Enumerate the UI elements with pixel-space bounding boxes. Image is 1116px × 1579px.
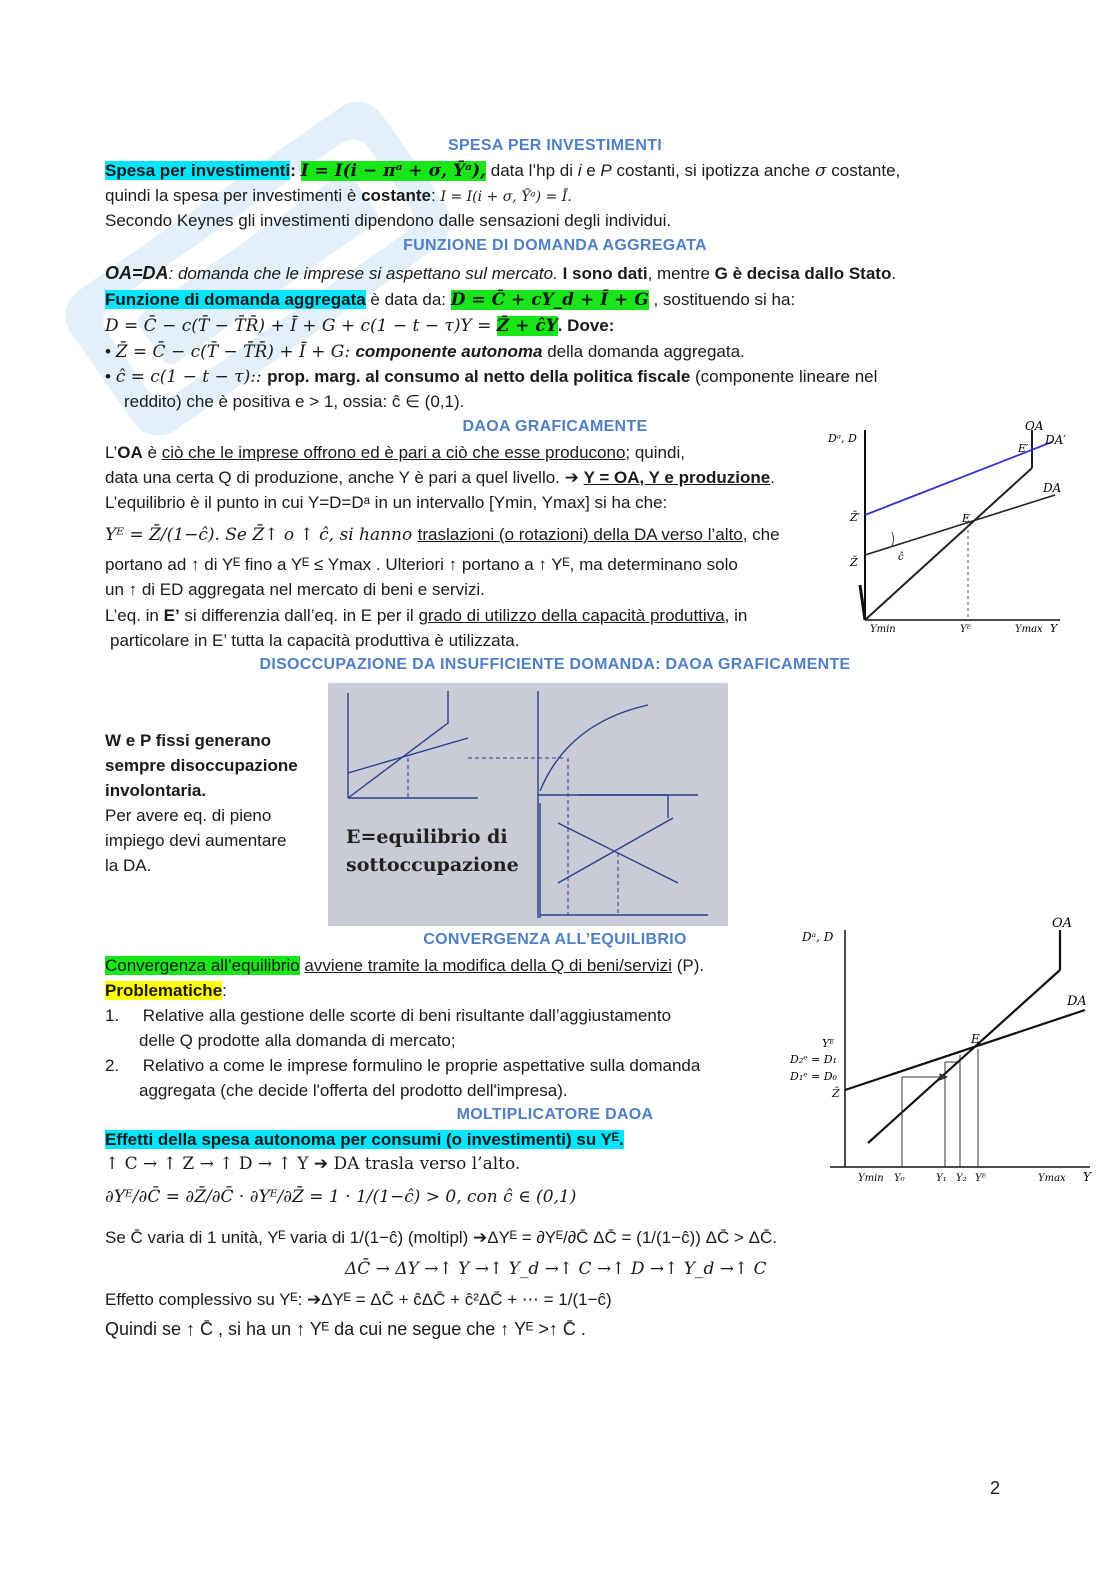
y-axis-label: Y (1083, 1170, 1091, 1184)
convergenza-item-1-cont: delle Q prodotte alla domanda di mercato; (139, 1031, 456, 1050)
moltiplicatore-line-7: Quindi se ↑ C̄ , si ha un ↑ Yᴱ da cui ne segue che ↑ Yᴱ >↑ C̄ . (105, 1319, 586, 1339)
ye2-label: Yᴱ (975, 1173, 987, 1184)
line (558, 818, 673, 883)
grafico-line-6: un ↑ di ED aggregata nel mercato di beni e servizi. (105, 580, 485, 599)
da-prime-label: DA′ (1045, 433, 1067, 447)
text: della domanda aggregata. (542, 342, 745, 361)
polyline (348, 691, 448, 798)
convergenza-line-2 (105, 978, 227, 1003)
moltiplicatore-line-4: Se C̄ varia di 1 unità, Yᴱ varia di 1/(1−ĉ) (moltipl) ➔ΔYᴱ = ∂Yᴱ/∂C̄ ΔC̄ = (1/(1−ĉ)) ΔC̄ > ΔC̄. (105, 1228, 777, 1247)
text: quindi la spesa per investimenti è (105, 186, 362, 205)
text-underline: ciò che le imprese offrono ed è pari a ciò che esse producono (161, 443, 626, 462)
text: costanti, si ipotizza anche (611, 161, 815, 180)
text: è (142, 443, 162, 462)
oa-label: OA (1052, 916, 1073, 931)
photo-caption-1: E=equilibrio di (346, 826, 508, 848)
moltiplicatore-label: Effetti della spesa autonoma per consumi (o investimenti) su Yᴱ. (105, 1130, 624, 1149)
text: data una certa Q di produzione, anche Y è pari a quel livello. ➔ (105, 468, 584, 487)
da-line (845, 1010, 1085, 1090)
text: , che (742, 525, 780, 544)
ymin-label: Ymin (858, 1173, 884, 1184)
y0-label: Y₀ (894, 1173, 905, 1184)
grafico-line-3: L’equilibrio è il punto in cui Y=D=Dᵃ in un intervallo [Ymin, Ymax] si ha che: (105, 493, 668, 512)
domanda-label: Funzione di domanda aggregata (105, 290, 366, 309)
domanda-line-3 (105, 313, 614, 339)
oa-line (865, 468, 1032, 620)
investimenti-formula: I = I(i − πᵃ + σ, Ȳᵃ), (300, 161, 487, 181)
moltiplicatore-line-1 (105, 1127, 624, 1152)
grafico-line-4 (105, 522, 780, 548)
grafico-line-8: particolare in E’ tutta la capacità produttiva è utilizzata. (110, 631, 520, 650)
convergenza-item-1: 1. Relative alla gestione delle scorte di beni risultante dall’aggiustamento (105, 1006, 672, 1025)
text: data l’hp di (486, 161, 578, 180)
problematiche-label: Problematiche (105, 981, 223, 1000)
domanda-line-1: OA=DA: domanda che le imprese si aspettano sul mercato. I sono dati, mentre G è decisa dallo Stato. (105, 263, 897, 283)
formula: ĉ = c(1 − t − τ):: (115, 367, 268, 387)
text: impiego devi aumentare (105, 831, 287, 850)
moltiplicatore-line-5: ΔC̄ → ΔY →↑ Y →↑ Y_d →↑ C →↑ D →↑ Y_d →↑ C (345, 1259, 767, 1279)
path (540, 705, 648, 791)
text: Relativo a come le imprese formulino le proprie aspettative sulla domanda (142, 1056, 701, 1075)
domanda-formula: D = C̄ + cY_d + Ī + G (450, 290, 649, 310)
formula: I = I(i + σ, Ȳᵃ) = Ī. (440, 189, 572, 205)
ymax-label: Ymax (1015, 624, 1043, 635)
text: la DA. (105, 856, 152, 875)
text: Relative alla gestione delle scorte di beni risultante dall’aggiustamento (142, 1006, 672, 1025)
text: , in (724, 606, 748, 625)
oa-label: OA (1025, 420, 1044, 433)
heading-grafico: DAOA GRAFICAMENTE (462, 418, 648, 435)
text-underline: Y = OA, Y e produzione (583, 468, 771, 487)
text: . (770, 468, 775, 487)
polyline (578, 795, 668, 818)
c-label: ĉ (898, 552, 904, 563)
grafico-line-5: portano ad ↑ di Yᴱ fino a Yᴱ ≤ Ymax . Ulteriori ↑ portano a ↑ Yᴱ, ma determinano solo (105, 555, 738, 574)
text: (componente lineare nel (690, 367, 878, 386)
text-bold: costante (361, 186, 432, 205)
d1-label: D₁ᵉ = D₀ (790, 1070, 837, 1083)
text: costante, (826, 161, 901, 180)
ymin-label: Ymin (870, 624, 896, 635)
formula: Yᴱ = Z̄/(1−ĉ). Se Z̄↑ o ↑ ĉ, si hanno (105, 525, 418, 545)
oa-da-label: OA=DA (105, 263, 169, 283)
heading-disoccupazione: DISOCCUPAZIONE DA INSUFFICIENTE DOMANDA: DAOA GRAFICAMENTE (259, 656, 851, 673)
moltiplicatore-line-3: ∂Yᴱ/∂C̄ = ∂Z̄/∂C̄ · ∂Yᴱ/∂Z̄ = 1 · 1/(1−ĉ) > 0, con ĉ ∈ (0,1) (105, 1187, 577, 1207)
text-underline: grado di utilizzo della capacità produttiva (418, 606, 725, 625)
text: , mentre (647, 264, 715, 283)
e-prime-label: E′ (1018, 442, 1029, 455)
heading-convergenza: CONVERGENZA ALL’EQUILIBRIO (423, 931, 687, 948)
formula: Z̄ = C̄ − c(T̄ − T̄R̄) + Ī + G: (115, 342, 356, 362)
formula-highlight: Z̄ + ĉY (496, 316, 558, 336)
photo-caption-2: sottoccupazione (346, 854, 519, 876)
grafico-line-7 (105, 603, 747, 628)
domanda-bullet-2: • ĉ = c(1 − t − τ):: prop. marg. al consumo al netto della politica fiscale (componente lineare nel (105, 367, 878, 387)
grafico-line-2 (105, 465, 775, 490)
grafico-line-1 (105, 440, 685, 465)
investimenti-label: Spesa per investimenti (105, 161, 291, 180)
ymax-label: Ymax (1038, 1173, 1066, 1184)
heading-investimenti: SPESA PER INVESTIMENTI (447, 137, 663, 154)
ye-label: Yᴱ (822, 1037, 835, 1050)
e-label: E (971, 1032, 980, 1046)
z-label: Z̄ (850, 556, 858, 569)
text: ; quindi, (625, 443, 685, 462)
text: è data da: (365, 290, 451, 309)
text: : (222, 981, 227, 1000)
convergenza-item-2: 2. Relativo a come le imprese formulino le proprie aspettative sulla domanda (105, 1056, 701, 1075)
text: si differenzia dall’eq. in E per il (179, 606, 419, 625)
moltiplicatore-line-2: ↑ C → ↑ Z → ↑ D → ↑ Y ➔ DA trasla verso l’alto. (105, 1154, 521, 1174)
text-underline: traslazioni (o rotazioni) della DA verso l’alto (417, 525, 743, 544)
d2-label: D₂ᵉ = D₁ (790, 1053, 837, 1066)
text: . Dove: (557, 316, 615, 335)
ye-label: Yᴱ (960, 624, 972, 635)
text: L’ (105, 443, 118, 462)
y2-label: Y₂ (956, 1173, 967, 1184)
z-label: Z̄ (832, 1087, 840, 1100)
handdrawn-graph-photo (328, 683, 728, 926)
heading-moltiplicatore: MOLTIPLICATORE DAOA (456, 1106, 654, 1123)
da-label: DA (1067, 994, 1087, 1009)
text: Per avere eq. di pieno (105, 806, 272, 825)
moltiplicatore-line-6: Effetto complessivo su Yᴱ: ➔ΔYᴱ = ΔC̄ + ĉΔC̄ + ĉ²ΔC̄ + ⋯ = 1/(1−ĉ) (105, 1290, 612, 1309)
domanda-bullet-2-cont: reddito) che è positiva e > 1, ossia: ĉ ∈ (0,1). (124, 392, 465, 411)
y-axis-label: Y (1050, 622, 1058, 635)
text-bold: componente autonoma (355, 342, 543, 361)
page-number: 2 (990, 1478, 1001, 1498)
investimenti-line-2: quindi la spesa per investimenti è costante: I = I(i + σ, Ȳᵃ) = Ī. (105, 186, 572, 205)
text-bold: OA (117, 443, 143, 462)
investimenti-line-1: Spesa per investimenti: I = I(i − πᵃ + σ, Ȳᵃ), data l’hp di i e P costanti, si ipotizza anche σ costante, (105, 161, 901, 181)
da-label: DA (1043, 481, 1062, 495)
convergenza-line-1 (105, 953, 704, 978)
heading-domanda: FUNZIONE DI DOMANDA AGGREGATA (403, 237, 707, 254)
text: : domanda che le imprese si aspettano sul mercato. (168, 264, 563, 283)
y1-label: Y₁ (936, 1173, 947, 1184)
text: , sostituendo si ha: (648, 290, 796, 309)
convergenza-item-2-cont: aggregata (che decide l'offerta del prodotto dell'impresa). (139, 1081, 568, 1100)
text: L’eq. in (105, 606, 164, 625)
text-underline: avviene tramite la modifica della Q di beni/servizi (304, 956, 672, 975)
text-bold: prop. marg. al consumo al netto della politica fiscale (267, 367, 691, 386)
disoccupazione-text (105, 728, 298, 878)
text-bold: sempre disoccupazione (105, 756, 298, 775)
text-bold: E’ (163, 606, 180, 625)
z-prime-label: Z̄′ (850, 511, 861, 524)
investimenti-line-3: Secondo Keynes gli investimenti dipendono dalle sensazioni degli individui. (105, 211, 672, 230)
formula: D = C̄ − c(T̄ − T̄R̄) + Ī + G + c(1 − t − τ)Y = (105, 316, 497, 336)
y-label: Dᵃ, D (802, 930, 834, 944)
text-bold: G è decisa dallo Stato (714, 264, 892, 283)
domanda-line-2 (105, 287, 795, 313)
text: (P). (671, 956, 705, 975)
convergenza-label: Convergenza all’equilibrio (105, 956, 300, 975)
y-label: Dᵃ, D (828, 432, 857, 445)
daoa-graph-1 (820, 420, 1070, 640)
text-bold: involontaria. (105, 781, 207, 800)
e-label: E (962, 512, 971, 525)
text-bold: W e P fissi generano (105, 731, 271, 750)
convergenza-graph (790, 915, 1100, 1190)
domanda-bullet-1: • Z̄ = C̄ − c(T̄ − T̄R̄) + Ī + G: componente autonoma della domanda aggregata. (105, 342, 745, 362)
text-bold: I sono dati (562, 264, 648, 283)
svg (328, 683, 728, 926)
